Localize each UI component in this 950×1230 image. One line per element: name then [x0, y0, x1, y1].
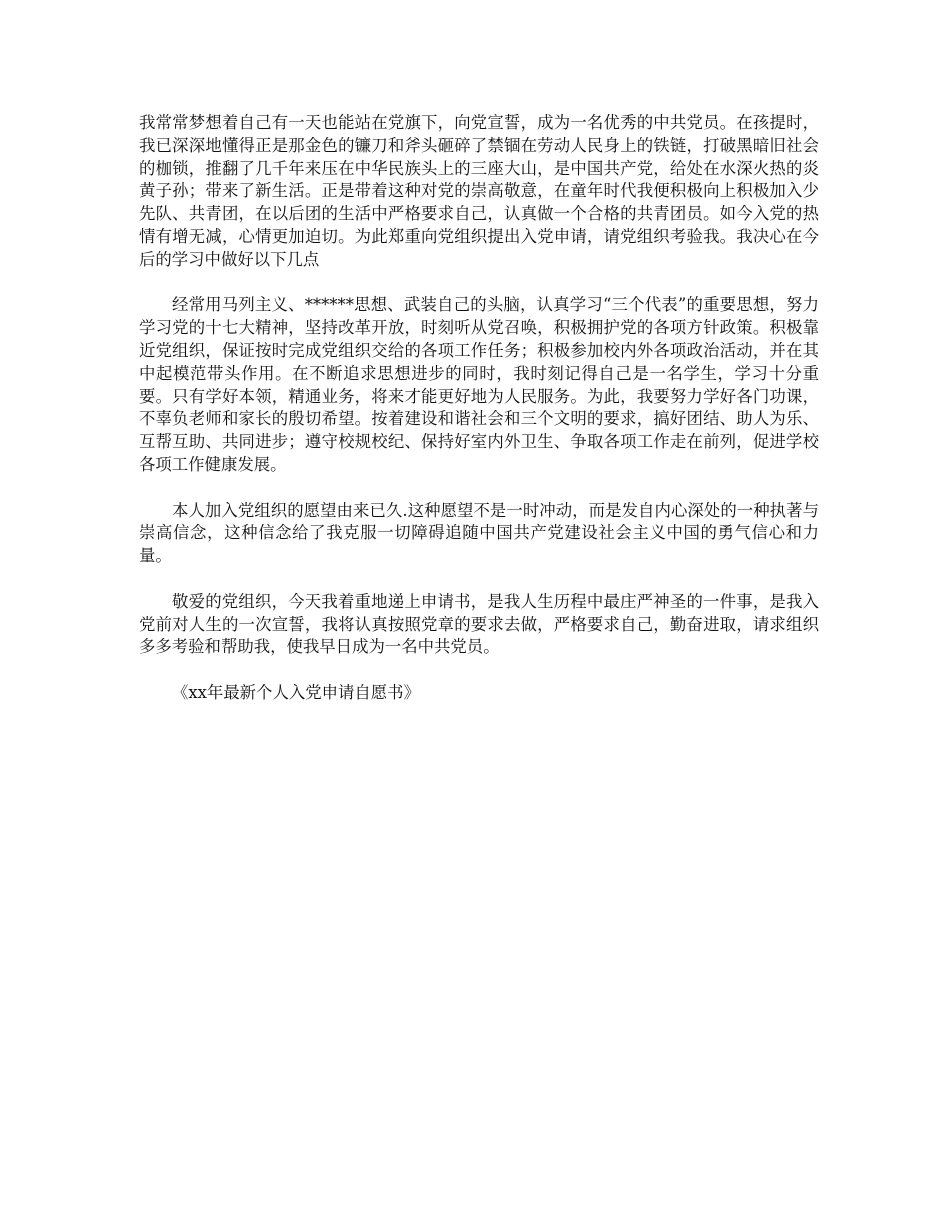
- paragraph-aspiration: 本人加入党组织的愿望由来已久.这种愿望不是一时冲动，而是发自内心深处的一种执著与崇高信念，这种信念给了我克服一切障碍追随中国共产党建设社会主义中国的勇气信心和力量。: [139, 500, 819, 566]
- document-body: [139, 112, 819, 728]
- paragraph-intro: 我常常梦想着自己有一天也能站在党旗下，向党宣誓，成为一名优秀的中共党员。在孩提时，我已深深地懂得正是那金色的镰刀和斧头砸碎了禁锢在劳动人民身上的铁链，打破黑暗旧社会的枷锁，推翻了几千年来压在中华民族头上的三座大山，是中国共产党，给处在水深火热的炎黄子孙；带来了新生活。正是带着这种对党的崇高敬意，在童年时代我便积极向上积极加入少先队、共青团，在以后团的生活中严格要求自己，认真做一个合格的共青团员。如今入党的热情有增无减，心情更加迫切。为此郑重向党组织提出入党申请，请党组织考验我。我决心在今后的学习中做好以下几点: [139, 113, 819, 269]
- paragraph-study-commitment: 经常用马列主义、******思想、武装自己的头脑，认真学习“三个代表”的重要思想，努力学习党的十七大精神，坚持改革开放，时刻听从党召唤，积极拥护党的各项方针政策。积极靠近党组织，保证按时完成党组织交给的各项工作任务；积极参加校内外各项政治活动，并在其中起模范带头作用。在不断追求思想进步的同时，我时刻记得自己是一名学生，学习十分重要。只有学好本领，精通业务，将来才能更好地为人民服务。为此，我要努力学好各门功课，不辜负老师和家长的殷切希望。按着建设和谐社会和三个文明的要求，搞好团结、助人为乐、互帮互助、共同进步；遵守校规校纪、保持好室内外卫生、争取各项工作走在前列，促进学校各项工作健康发展。: [139, 295, 819, 474]
- document-title-footer: 《xx年最新个人入党申请自愿书》: [172, 682, 420, 702]
- paragraph-closing: 敬爱的党组织，今天我着重地递上申请书，是我人生历程中最庄严神圣的一件事，是我入党前对人生的一次宣誓，我将认真按照党章的要求去做，严格要求自己，勤奋进取，请求组织多多考验和帮助我，使我早日成为一名中共党员。: [139, 591, 819, 657]
